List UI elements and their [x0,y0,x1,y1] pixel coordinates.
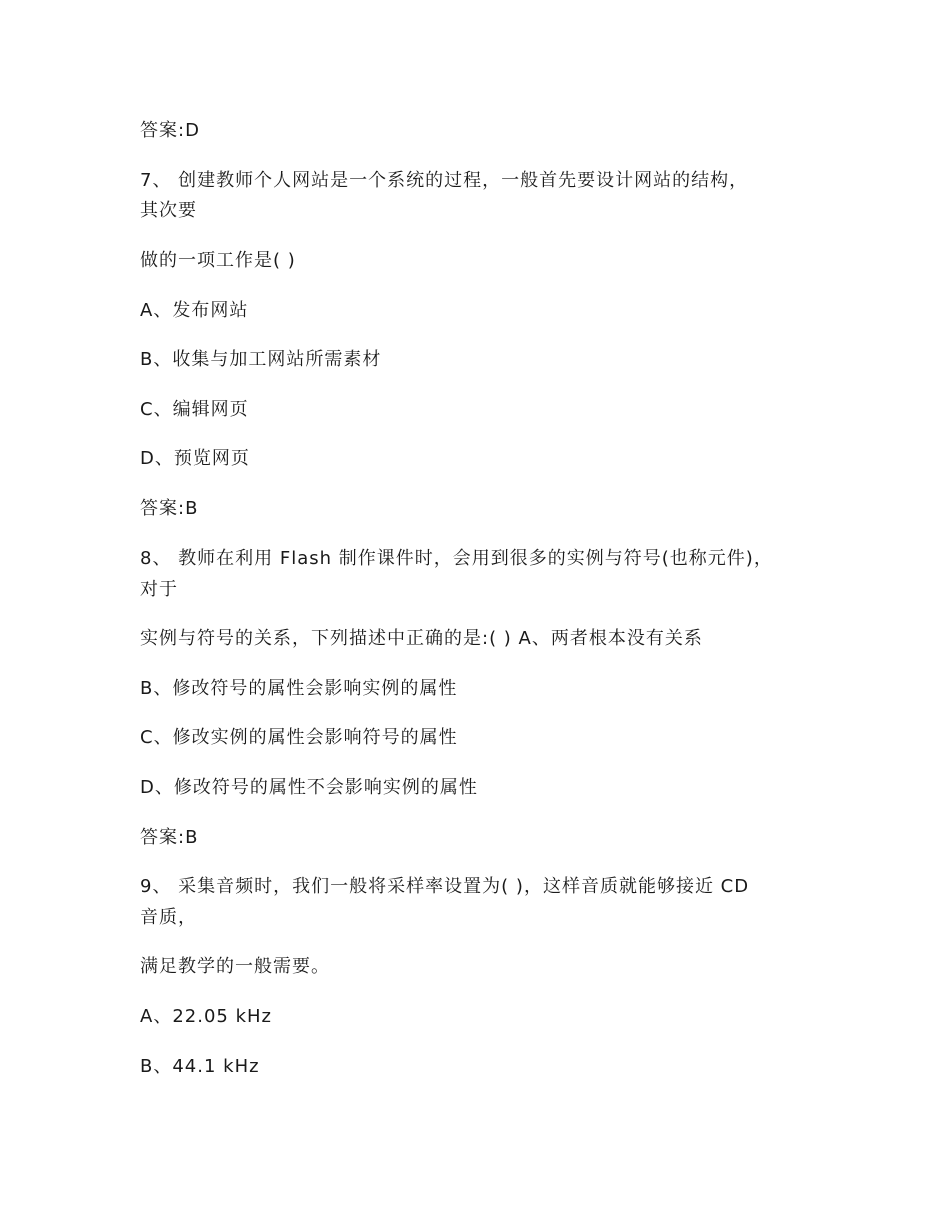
question-9-line-3: 满足教学的一般需要。 [140,956,330,977]
question-9-line-1: 9、 采集音频时，我们一般将采样率设置为( )，这样音质就能够接近 CD [140,876,750,897]
answer-line-6: 答案:D [140,120,200,141]
answer-line-7: 答案:B [140,498,199,519]
question-7-line-1: 7、 创建教师个人网站是一个系统的过程，一般首先要设计网站的结构， [140,170,749,191]
question-9-option-b: B、44.1 kHz [140,1056,260,1077]
question-8-option-d: D、修改符号的属性不会影响实例的属性 [140,777,478,798]
question-8-line-1: 8、 教师在利用 Flash 制作课件时，会用到很多的实例与符号(也称元件)， [140,548,773,569]
question-7-option-b: B、收集与加工网站所需素材 [140,349,382,370]
question-8-line-2: 对于 [140,579,178,600]
question-7-option-a: A、发布网站 [140,300,249,321]
question-7-line-3: 做的一项工作是( ) [140,250,296,271]
question-7-option-c: C、编辑网页 [140,399,249,420]
question-7-line-2: 其次要 [140,200,197,221]
answer-line-8: 答案:B [140,827,199,848]
question-9-line-2: 音质， [140,907,197,928]
question-8-line-3: 实例与符号的关系，下列描述中正确的是:( ) A、两者根本没有关系 [140,628,703,649]
question-7-option-d: D、预览网页 [140,448,250,469]
question-8-option-b: B、修改符号的属性会影响实例的属性 [140,678,458,699]
question-9-option-a: A、22.05 kHz [140,1006,272,1027]
question-8-option-c: C、修改实例的属性会影响符号的属性 [140,727,458,748]
